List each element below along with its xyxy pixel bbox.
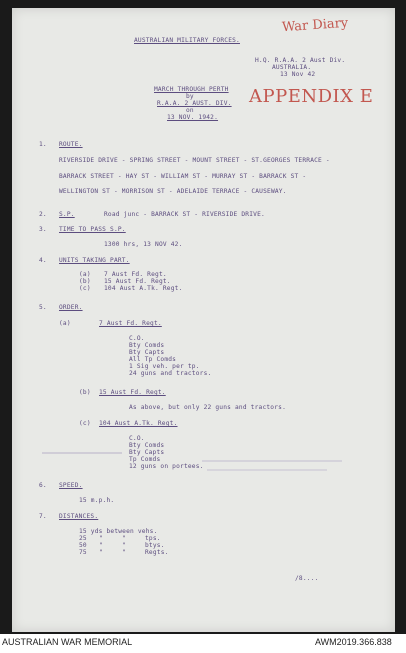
distance-line-1: 15 yds between vehs. [79,528,158,535]
order-b-text: As above, but only 22 guns and tractors. [129,404,287,411]
ditto-mark: " [122,549,126,556]
unit-c: 104 Aust A.Tk. Regt. [104,285,183,292]
order-a-line-1: C.O. [129,335,145,342]
handwritten-war-diary: War Diary [281,15,349,36]
distance-4-unit: Regts. [145,549,169,556]
route-line-2: BARRACK STREET - HAY ST - WILLIAM ST - MURRAY ST - BARRACK ST - [59,173,307,180]
from-line-1: H.Q. R.A.A. 2 Aust Div. [255,57,346,64]
title-line-4: on [186,107,194,114]
section-4-heading: UNITS TAKING PART. [59,257,130,264]
title-line-1: MARCH THROUGH PERTH [154,86,229,93]
order-c-line-2: Bty Comds [129,442,165,449]
order-c-heading: 104 Aust A.Tk. Regt. [99,420,178,427]
order-b-label: (b) [79,389,91,396]
time-text: 1300 hrs, 13 NOV 42. [104,241,183,248]
distance-3-value: 50 [79,542,87,549]
order-a-heading: 7 Aust Fd. Regt. [99,320,162,327]
section-7-heading: DISTANCES. [59,513,99,520]
section-3-number: 3. [39,226,47,233]
order-a-line-3: Bty Capts [129,349,165,356]
route-line-1: RIVERSIDE DRIVE - SPRING STREET - MOUNT STREET - ST.GEORGES TERRACE - [59,157,330,164]
bleed-through-mark [202,460,342,462]
order-a-line-2: Bty Comds [129,342,165,349]
unit-c-label: (c) [79,285,91,292]
order-a-label: (a) [59,320,71,327]
ditto-mark: " [99,535,103,542]
section-5-heading: ORDER. [59,304,83,311]
document-page [12,8,395,632]
order-c-line-1: C.O. [129,435,145,442]
section-2-number: 2. [39,211,47,218]
order-b-heading: 15 Aust Fd. Regt. [99,389,166,396]
section-3-heading: TIME TO PASS S.P. [59,226,126,233]
section-1-heading: ROUTE. [59,141,83,148]
ditto-mark: " [99,549,103,556]
unit-a-label: (a) [79,271,91,278]
distance-4-value: 75 [79,549,87,556]
start-point-text: Road junc - BARRACK ST - RIVERSIDE DRIVE. [104,211,265,218]
title-line-5: 13 NOV. 1942. [167,114,219,121]
handwritten-appendix: APPENDIX E [249,86,374,107]
section-6-heading: SPEED. [59,482,83,489]
section-6-number: 6. [39,482,47,489]
section-2-heading: S.P. [59,211,75,218]
ditto-mark: " [99,542,103,549]
section-1-number: 1. [39,141,47,148]
distance-3-unit: btys. [145,542,165,549]
footer-source: AUSTRALIAN WAR MEMORIAL [2,637,133,647]
order-a-line-4: All Tp Comds [129,356,177,363]
unit-b: 15 Aust Fd. Regt. [104,278,171,285]
ditto-mark: " [122,535,126,542]
page-continuation: /8.... [295,575,319,582]
order-c-label: (c) [79,420,91,427]
unit-a: 7 Aust Fd. Regt. [104,271,167,278]
order-a-line-6: 24 guns and tractors. [129,370,212,377]
footer-accession: AWM2019.366.838 [315,637,392,647]
speed-text: 15 m.p.h. [79,497,115,504]
section-7-number: 7. [39,513,47,520]
section-5-number: 5. [39,304,47,311]
order-a-line-5: 1 Sig veh. per tp. [129,363,200,370]
from-line-2: AUSTRALIA. [272,64,312,71]
order-c-line-4: Tp Comds [129,456,161,463]
title-line-2: by [186,93,194,100]
title-line-3: R.A.A. 2 AUST. DIV. [157,100,232,107]
order-c-line-3: Bty Capts [129,449,165,456]
document-header: AUSTRALIAN MILITARY FORCES. [134,37,240,44]
route-line-3: WELLINGTON ST - MORRISON ST - ADELAIDE TERRACE - CAUSEWAY. [59,188,287,195]
distance-2-value: 25 [79,535,87,542]
section-4-number: 4. [39,257,47,264]
document-date: 13 Nov 42 [280,71,316,78]
ditto-mark: " [122,542,126,549]
distance-2-unit: tps. [145,535,161,542]
unit-b-label: (b) [79,278,91,285]
order-c-line-5: 12 guns on portees. [129,463,204,470]
bleed-through-mark [42,452,122,454]
bleed-through-mark [207,469,327,471]
